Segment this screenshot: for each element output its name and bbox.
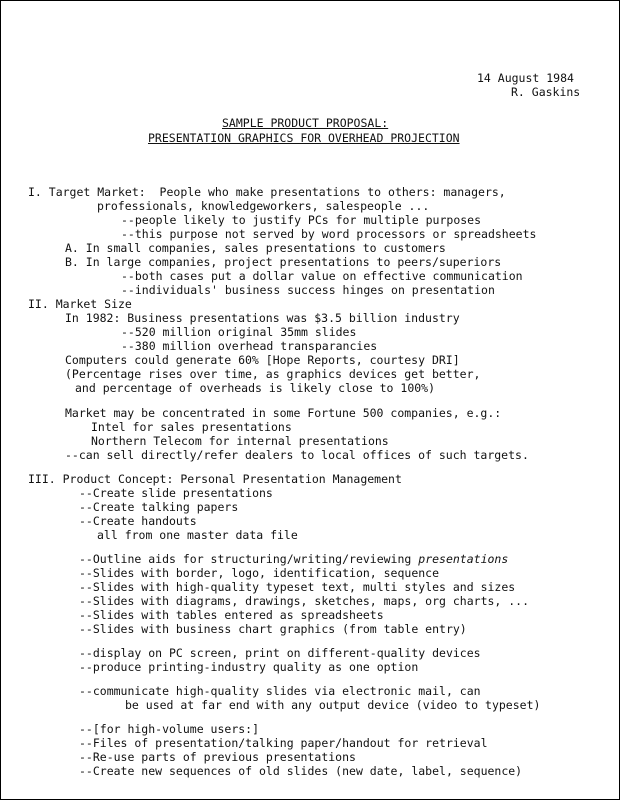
section3-line: [79, 552, 508, 566]
section1-line: --both cases put a dollar value on effective communication: [121, 269, 523, 283]
section1-line: --people likely to justify PCs for multiple purposes: [121, 213, 482, 227]
section3-line: --Slides with business chart graphics (from table entry): [79, 622, 467, 636]
section1-line: B. In large companies, project presentations to peers/superiors: [65, 255, 502, 269]
section2-line: --380 million overhead transparancies: [121, 339, 378, 353]
section3-line-text: --Outline aids for structuring/writing/reviewing: [79, 552, 419, 566]
title-line-2: PRESENTATION GRAPHICS FOR OVERHEAD PROJECTION: [148, 131, 460, 145]
section3-line: --produce printing-industry quality as one option: [79, 660, 419, 674]
section3-line: --Slides with border, logo, identification, sequence: [79, 566, 440, 580]
section2-line: Market may be concentrated in some Fortune 500 companies, e.g.:: [65, 406, 502, 420]
section2-line: --520 million original 35mm slides: [121, 325, 357, 339]
section1-line: --this purpose not served by word processors or spreadsheets: [121, 227, 537, 241]
title-line-1: SAMPLE PRODUCT PROPOSAL:: [222, 116, 389, 130]
section3-line: --Create handouts: [79, 514, 197, 528]
section2-line: Computers could generate 60% [Hope Reports, courtesy DRI]: [65, 353, 460, 367]
section1-line: --individuals' business success hinges on presentation: [121, 283, 495, 297]
section2-line: and percentage of overheads is likely close to 100%): [75, 381, 436, 395]
section3-line: --Re-use parts of previous presentations: [79, 750, 356, 764]
section2-line: --can sell directly/refer dealers to local offices of such targets.: [65, 448, 529, 462]
section3-line: --Create talking papers: [79, 500, 239, 514]
section1-heading: I. Target Market: People who make presentations to others: managers,: [28, 185, 506, 199]
section3-line: --Slides with tables entered as spreadsheets: [79, 608, 384, 622]
section2-line: Northern Telecom for internal presentations: [91, 434, 389, 448]
header-date: 14 August 1984: [477, 71, 574, 85]
section3-line: --Slides with high-quality typeset text, multi styles and sizes: [79, 580, 516, 594]
section3-line: be used at far end with any output device (video to typeset): [125, 698, 541, 712]
section3-line: --[for high-volume users:]: [79, 722, 260, 736]
section3-line: --Create slide presentations: [79, 486, 273, 500]
section1-line: A. In small companies, sales presentations to customers: [65, 241, 446, 255]
section3-line: --Slides with diagrams, drawings, sketches, maps, org charts, ...: [79, 594, 530, 608]
section3-heading: III. Product Concept: Personal Presentation Management: [28, 472, 402, 486]
section2-line: In 1982: Business presentations was $3.5 billion industry: [65, 311, 460, 325]
section3-line: --communicate high-quality slides via electronic mail, can: [79, 684, 481, 698]
section3-emphasis: presentations: [418, 552, 509, 566]
section3-line: --Files of presentation/talking paper/handout for retrieval: [79, 736, 488, 750]
header-author: R. Gaskins: [511, 85, 581, 99]
section1-line: professionals, knowledgeworkers, salespeople ...: [97, 199, 430, 213]
section3-line: --display on PC screen, print on different-quality devices: [79, 646, 481, 660]
section2-heading: II. Market Size: [28, 297, 132, 311]
section3-line: --Create new sequences of old slides (new date, label, sequence): [79, 764, 523, 778]
section3-line: all from one master data file: [97, 528, 298, 542]
section2-line: Intel for sales presentations: [91, 420, 292, 434]
section2-line: (Percentage rises over time, as graphics devices get better,: [65, 367, 481, 381]
